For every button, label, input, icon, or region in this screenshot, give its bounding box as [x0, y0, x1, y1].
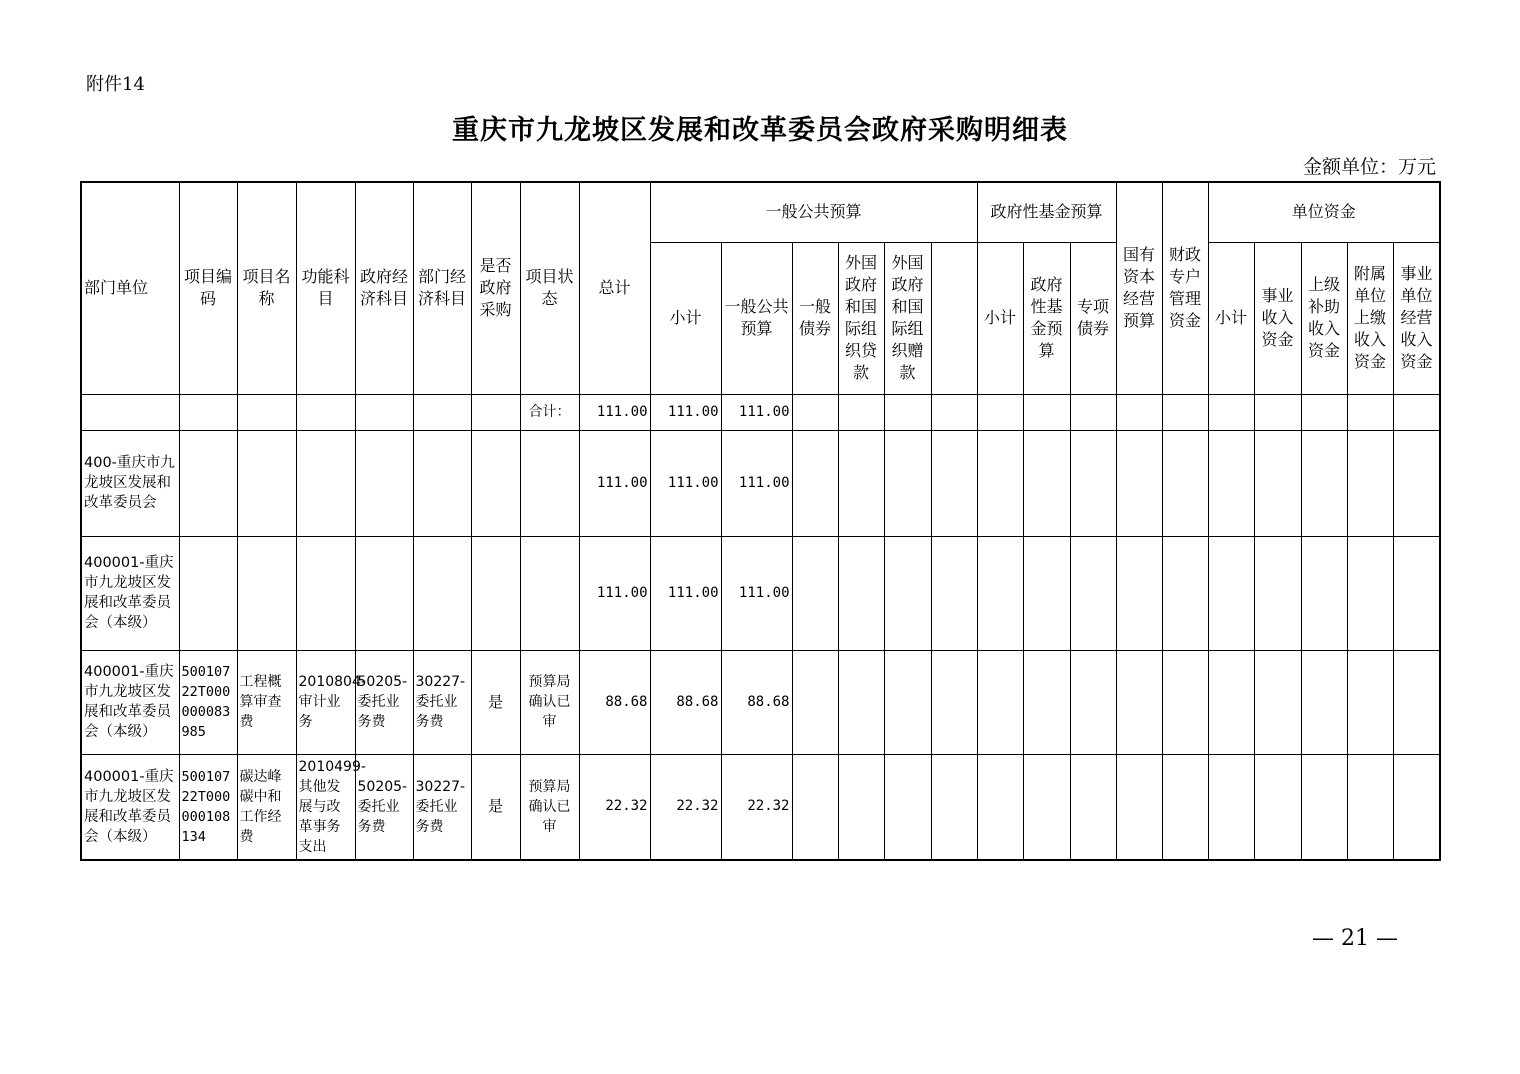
cell-code: 50010722T000000108134	[179, 754, 237, 860]
cell-func	[296, 394, 355, 430]
cell-empty	[977, 536, 1023, 650]
col-uf-business: 事业收入资金	[1254, 242, 1301, 394]
cell-empty	[1393, 650, 1440, 754]
cell-empty	[1023, 754, 1070, 860]
cell-empty	[931, 754, 977, 860]
cell-empty	[1208, 394, 1254, 430]
cell-gpb-subtotal: 111.00	[650, 536, 721, 650]
cell-empty	[931, 650, 977, 754]
cell-empty	[1116, 650, 1162, 754]
group-unit-funds: 单位资金	[1208, 182, 1440, 242]
cell-empty	[1208, 536, 1254, 650]
cell-status	[520, 430, 579, 536]
cell-empty	[1116, 754, 1162, 860]
page-number: — 21 —	[1312, 926, 1398, 951]
col-gpb-bond: 一般债券	[792, 242, 838, 394]
cell-empty	[1070, 650, 1116, 754]
cell-empty	[838, 394, 884, 430]
cell-empty	[1347, 754, 1393, 860]
cell-empty	[977, 430, 1023, 536]
amount-unit: 金额单位：万元	[1302, 156, 1436, 178]
cell-gpb-general: 111.00	[721, 430, 792, 536]
cell-empty	[1254, 536, 1301, 650]
col-gpb-subtotal: 小计	[650, 242, 721, 394]
table-row	[81, 650, 1440, 754]
cell-gpb-subtotal: 111.00	[650, 430, 721, 536]
col-uf-operating: 事业单位经营收入资金	[1393, 242, 1440, 394]
cell-empty	[838, 650, 884, 754]
cell-empty	[1254, 650, 1301, 754]
cell-is-gov	[471, 430, 520, 536]
cell-empty	[884, 650, 931, 754]
cell-empty	[1301, 430, 1347, 536]
col-gpb-foreign-grant: 外国政府和国际组织赠款	[884, 242, 931, 394]
col-gpb-foreign-loan: 外国政府和国际组织贷款	[838, 242, 884, 394]
cell-gov-econ	[355, 394, 413, 430]
cell-func: 2010804-审计业务	[296, 650, 355, 754]
cell-empty	[884, 394, 931, 430]
cell-empty	[1301, 394, 1347, 430]
cell-dept-econ	[413, 536, 471, 650]
table-row	[81, 754, 1440, 860]
cell-code	[179, 430, 237, 536]
cell-empty	[1347, 394, 1393, 430]
cell-empty	[977, 650, 1023, 754]
cell-empty	[1208, 650, 1254, 754]
col-gfb-fund: 政府性基金预算	[1023, 242, 1070, 394]
cell-empty	[1162, 394, 1208, 430]
cell-empty	[977, 394, 1023, 430]
col-proj-code: 项目编码	[179, 182, 237, 394]
cell-empty	[1347, 430, 1393, 536]
cell-empty	[1301, 754, 1347, 860]
cell-total: 88.68	[579, 650, 650, 754]
cell-name	[237, 536, 296, 650]
cell-status: 预算局确认已审	[520, 754, 579, 860]
cell-empty	[1162, 536, 1208, 650]
cell-name	[237, 430, 296, 536]
cell-empty	[1393, 430, 1440, 536]
cell-gpb-subtotal: 22.32	[650, 754, 721, 860]
cell-empty	[884, 754, 931, 860]
cell-empty	[884, 536, 931, 650]
cell-empty	[931, 536, 977, 650]
col-proj-name: 项目名称	[237, 182, 296, 394]
cell-dept: 400001-重庆市九龙坡区发展和改革委员会（本级）	[81, 650, 179, 754]
group-general-public-budget: 一般公共预算	[650, 182, 977, 242]
page-title: 重庆市九龙坡区发展和改革委员会政府采购明细表	[452, 115, 1068, 146]
cell-empty	[792, 430, 838, 536]
cell-is-gov: 是	[471, 754, 520, 860]
cell-empty	[977, 754, 1023, 860]
cell-is-gov: 是	[471, 650, 520, 754]
table-row	[81, 394, 1440, 430]
cell-empty	[1162, 754, 1208, 860]
cell-dept: 400-重庆市九龙坡区发展和改革委员会	[81, 430, 179, 536]
cell-dept-econ	[413, 430, 471, 536]
procurement-table	[80, 181, 1441, 861]
cell-dept-econ: 30227-委托业务费	[413, 754, 471, 860]
cell-empty	[1023, 394, 1070, 430]
cell-dept-econ: 30227-委托业务费	[413, 650, 471, 754]
cell-empty	[792, 394, 838, 430]
cell-empty	[1347, 536, 1393, 650]
cell-empty	[1023, 650, 1070, 754]
cell-empty	[1116, 536, 1162, 650]
cell-empty	[931, 430, 977, 536]
attachment-label: 附件14	[86, 74, 145, 95]
cell-empty	[1301, 536, 1347, 650]
cell-empty	[1254, 754, 1301, 860]
col-gfb-special-bond: 专项债券	[1070, 242, 1116, 394]
cell-empty	[1070, 536, 1116, 650]
cell-name: 工程概算审查费	[237, 650, 296, 754]
cell-total: 111.00	[579, 536, 650, 650]
col-gpb-spacer	[931, 242, 977, 394]
col-func-subject: 功能科目	[296, 182, 355, 394]
cell-gov-econ	[355, 536, 413, 650]
cell-empty	[792, 650, 838, 754]
col-gfb-subtotal: 小计	[977, 242, 1023, 394]
cell-empty	[838, 536, 884, 650]
cell-status: 合计：	[520, 394, 579, 430]
col-total: 总计	[579, 182, 650, 394]
cell-empty	[1347, 650, 1393, 754]
cell-total: 22.32	[579, 754, 650, 860]
cell-gpb-general: 88.68	[721, 650, 792, 754]
cell-gpb-subtotal: 88.68	[650, 650, 721, 754]
cell-is-gov	[471, 394, 520, 430]
cell-is-gov	[471, 536, 520, 650]
cell-gov-econ: 50205-委托业务费	[355, 650, 413, 754]
cell-name	[237, 394, 296, 430]
col-gpb-general: 一般公共预算	[721, 242, 792, 394]
col-uf-subtotal: 小计	[1208, 242, 1254, 394]
cell-gov-econ	[355, 430, 413, 536]
col-uf-affiliated: 附属单位上缴收入资金	[1347, 242, 1393, 394]
col-dept: 部门单位	[81, 182, 179, 394]
cell-empty	[1070, 754, 1116, 860]
cell-empty	[1301, 650, 1347, 754]
cell-empty	[884, 430, 931, 536]
cell-empty	[1254, 394, 1301, 430]
cell-dept	[81, 394, 179, 430]
cell-empty	[1070, 394, 1116, 430]
cell-func: 2010499-其他发展与改革事务支出	[296, 754, 355, 860]
cell-code	[179, 536, 237, 650]
cell-empty	[1208, 754, 1254, 860]
cell-gpb-general: 22.32	[721, 754, 792, 860]
cell-empty	[1393, 754, 1440, 860]
cell-gpb-general: 111.00	[721, 536, 792, 650]
cell-empty	[792, 754, 838, 860]
cell-dept-econ	[413, 394, 471, 430]
cell-empty	[1393, 394, 1440, 430]
cell-dept: 400001-重庆市九龙坡区发展和改革委员会（本级）	[81, 754, 179, 860]
col-status: 项目状态	[520, 182, 579, 394]
cell-empty	[1023, 430, 1070, 536]
col-is-gov-proc: 是否政府采购	[471, 182, 520, 394]
cell-empty	[1208, 430, 1254, 536]
cell-code: 50010722T000000083985	[179, 650, 237, 754]
cell-empty	[1116, 430, 1162, 536]
col-dept-econ: 部门经济科目	[413, 182, 471, 394]
table-row	[81, 536, 1440, 650]
cell-total: 111.00	[579, 394, 650, 430]
cell-gov-econ: 50205-委托业务费	[355, 754, 413, 860]
cell-func	[296, 536, 355, 650]
cell-func	[296, 430, 355, 536]
cell-empty	[1116, 394, 1162, 430]
group-gov-fund-budget: 政府性基金预算	[977, 182, 1116, 242]
cell-empty	[1162, 430, 1208, 536]
col-state-capital: 国有资本经营预算	[1116, 182, 1162, 394]
table-row	[81, 430, 1440, 536]
cell-status	[520, 536, 579, 650]
cell-name: 碳达峰碳中和工作经费	[237, 754, 296, 860]
cell-empty	[838, 430, 884, 536]
cell-code	[179, 394, 237, 430]
cell-gpb-subtotal: 111.00	[650, 394, 721, 430]
cell-empty	[931, 394, 977, 430]
cell-empty	[1162, 650, 1208, 754]
cell-empty	[838, 754, 884, 860]
col-gov-econ: 政府经济科目	[355, 182, 413, 394]
cell-empty	[792, 536, 838, 650]
cell-gpb-general: 111.00	[721, 394, 792, 430]
cell-empty	[1254, 430, 1301, 536]
cell-total: 111.00	[579, 430, 650, 536]
cell-empty	[1070, 430, 1116, 536]
col-uf-upper-subsidy: 上级补助收入资金	[1301, 242, 1347, 394]
cell-empty	[1393, 536, 1440, 650]
cell-empty	[1023, 536, 1070, 650]
cell-dept: 400001-重庆市九龙坡区发展和改革委员会（本级）	[81, 536, 179, 650]
col-fiscal-special: 财政专户管理资金	[1162, 182, 1208, 394]
cell-status: 预算局确认已审	[520, 650, 579, 754]
